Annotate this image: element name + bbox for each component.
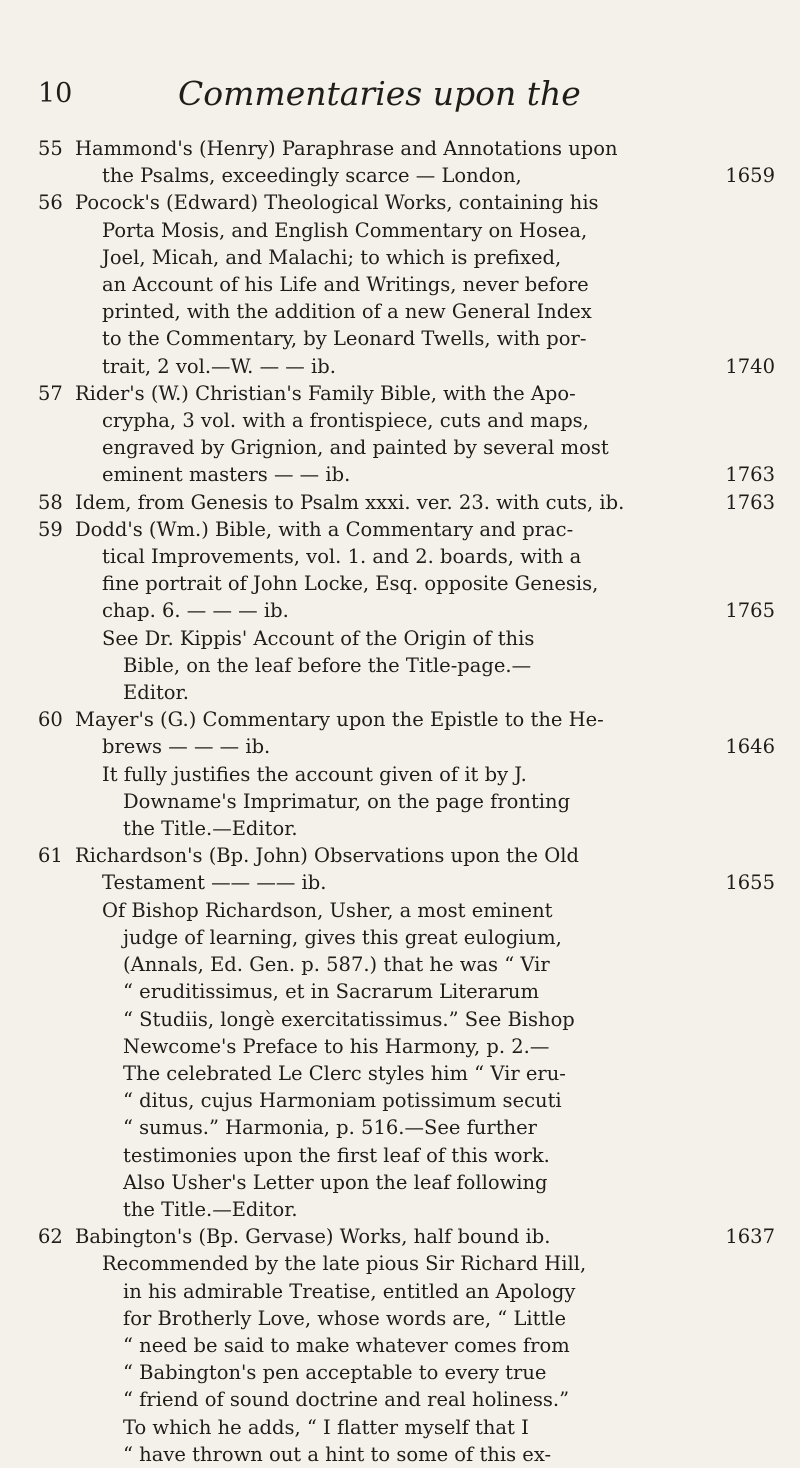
editor-note-line: The celebrated Le Clerc styles him “ Vir eru- — [123, 1061, 566, 1085]
editor-note-line: “ sumus.” Harmonia, p. 516.—See further — [123, 1116, 537, 1140]
entry-number: 56 — [38, 191, 63, 215]
editor-note-line: the Title.—Editor. — [123, 1197, 298, 1221]
entry-line: brews — — — ib. — [102, 735, 271, 759]
catalogue-entry — [0, 489, 800, 516]
editor-note-line: (Annals, Ed. Gen. p. 587.) that he was “ Vir — [123, 953, 550, 977]
entry-line: to the Commentary, by Leonard Twells, with por- — [102, 327, 587, 351]
catalogue-entry — [0, 516, 800, 706]
editor-note-line: Also Usher's Letter upon the leaf following — [123, 1170, 548, 1194]
entry-line: Hammond's (Henry) Paraphrase and Annotations upon — [75, 137, 618, 160]
entry-line: printed, with the addition of a new General Index — [102, 300, 592, 324]
entry-year: 1763 — [725, 463, 775, 487]
entry-line: Joel, Micah, and Malachi; to which is prefixed, — [102, 245, 562, 269]
entry-line: Richardson's (Bp. John) Observations upon the Old — [75, 844, 579, 868]
editor-note-line: “ friend of sound doctrine and real holiness.” — [123, 1388, 570, 1412]
entry-line: Idem, from Genesis to Psalm xxxi. ver. 23. with cuts, ib. — [75, 490, 625, 514]
editor-note-line: See Dr. Kippis' Account of the Origin of this — [102, 626, 535, 650]
editor-note-line: “ eruditissimus, et in Sacrarum Literarum — [123, 980, 539, 1004]
entry-line: Babington's (Bp. Gervase) Works, half bound ib. — [75, 1225, 551, 1249]
entry-year: 1740 — [725, 354, 775, 378]
entry-number: 57 — [38, 381, 63, 405]
editor-note-line: Recommended by the late pious Sir Richard Hill, — [102, 1252, 587, 1276]
editor-note-line: judge of learning, gives this great eulogium, — [123, 925, 562, 949]
editor-note-line: the Title.—Editor. — [123, 817, 298, 841]
entry-line: eminent masters — — ib. — [102, 463, 351, 487]
entry-number: 60 — [38, 708, 63, 732]
running-title: Commentaries upon the — [178, 74, 581, 113]
editor-note-line: To which he adds, “ I flatter myself that I — [123, 1415, 529, 1439]
editor-note-line: Bible, on the leaf before the Title-page.— — [123, 653, 532, 677]
entry-line: the Psalms, exceedingly scarce — London, — [102, 164, 522, 188]
catalogue-entry — [0, 380, 800, 489]
entry-number: 59 — [38, 517, 63, 541]
editor-note-line: “ Babington's pen acceptable to every true — [123, 1361, 547, 1385]
editor-note-line: in his admirable Treatise, entitled an Apology — [123, 1279, 576, 1303]
editor-note-line: Of Bishop Richardson, Usher, a most eminent — [102, 898, 553, 922]
entry-line: fine portrait of John Locke, Esq. opposite Genesis, — [102, 572, 599, 596]
entry-number: 61 — [38, 844, 63, 868]
editor-note-line: “ ditus, cujus Harmoniam potissimum secuti — [123, 1089, 562, 1113]
editor-note-line: “ need be said to make whatever comes from — [123, 1333, 570, 1357]
editor-note-line: “ have thrown out a hint to some of this ex- — [123, 1442, 552, 1466]
catalogue-entry — [0, 1223, 800, 1468]
editor-note-line: Newcome's Preface to his Harmony, p. 2.— — [123, 1034, 550, 1058]
entry-year: 1763 — [725, 490, 775, 514]
catalogue-entry — [0, 189, 800, 379]
entry-line: engraved by Grignion, and painted by several most — [102, 436, 609, 460]
entry-line: trait, 2 vol.—W. — — ib. — [102, 354, 336, 378]
catalogue-entry — [0, 842, 800, 1223]
editor-note-line: testimonies upon the first leaf of this work. — [123, 1143, 550, 1167]
entry-line: an Account of his Life and Writings, never before — [102, 273, 589, 297]
editor-note-line: Downame's Imprimatur, on the page fronting — [123, 789, 571, 813]
entry-year: 1655 — [725, 871, 775, 895]
entry-year: 1637 — [725, 1225, 775, 1249]
entry-year: 1765 — [725, 599, 775, 623]
running-header — [0, 74, 800, 124]
entry-year: 1659 — [725, 164, 775, 188]
entry-number: 58 — [38, 490, 63, 514]
entry-line: Mayer's (G.) Commentary upon the Epistle to the He- — [75, 708, 604, 732]
editor-note-line: for Brotherly Love, whose words are, “ Little — [123, 1306, 567, 1330]
entry-line: Testament —— —— ib. — [102, 871, 327, 895]
entry-line: Pocock's (Edward) Theological Works, containing his — [75, 191, 599, 215]
entry-line: Rider's (W.) Christian's Family Bible, with the Apo- — [75, 381, 576, 405]
editor-note-line: Editor. — [123, 681, 189, 705]
page-number: 10 — [38, 78, 73, 109]
catalogue-entry — [0, 706, 800, 842]
entry-line: Dodd's (Wm.) Bible, with a Commentary and prac- — [75, 517, 574, 541]
editor-note-line: “ Studiis, longè exercitatissimus.” See Bishop — [123, 1007, 575, 1031]
entry-line: chap. 6. — — — ib. — [102, 599, 289, 623]
entry-line: crypha, 3 vol. with a frontispiece, cuts and maps, — [102, 409, 589, 433]
entry-year: 1646 — [725, 735, 775, 759]
catalogue-entry — [0, 135, 800, 189]
editor-note-line: It fully justifies the account given of it by J. — [102, 762, 527, 786]
entry-line: Porta Mosis, and English Commentary on Hosea, — [102, 218, 588, 242]
catalogue-entries — [0, 135, 800, 1468]
entry-number: 62 — [38, 1225, 63, 1249]
entry-number: 55 — [38, 137, 63, 160]
entry-line: tical Improvements, vol. 1. and 2. boards, with a — [102, 545, 582, 569]
